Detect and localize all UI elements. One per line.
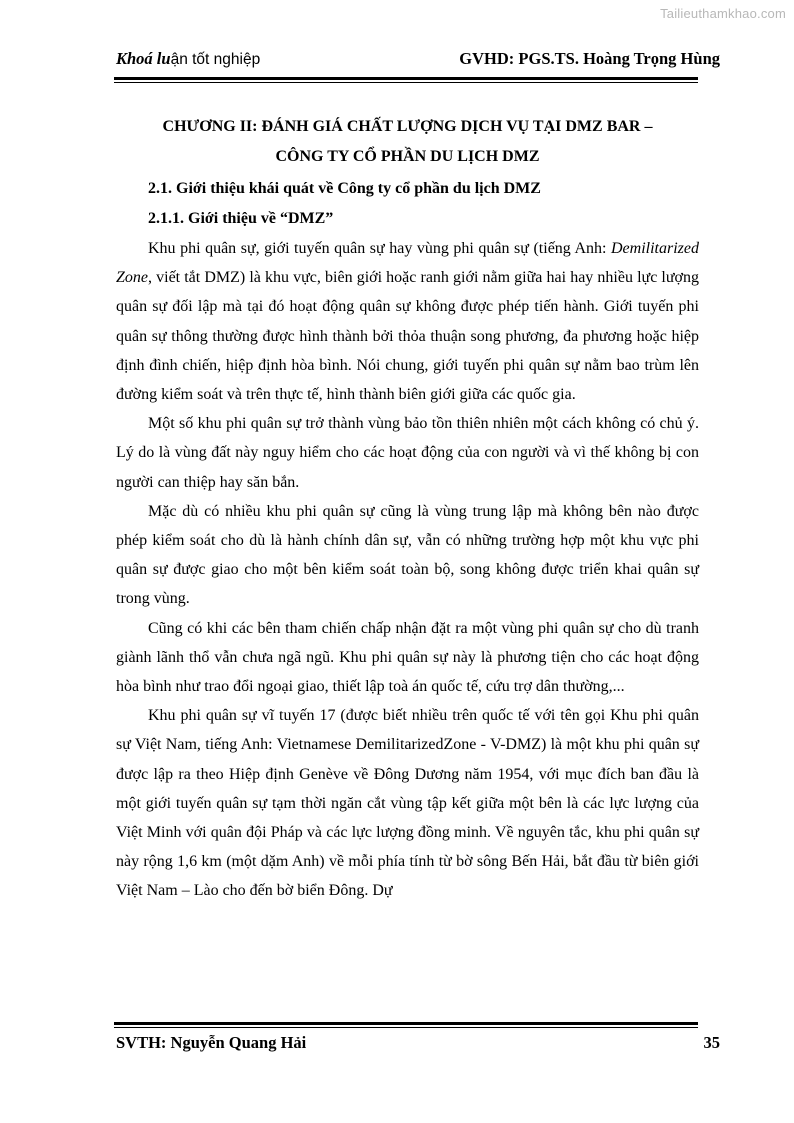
paragraph-1 [116,234,699,409]
section-heading-2-1-1: 2.1.1. Giới thiệu về “DMZ” [148,210,334,227]
chapter-title-line-2: CÔNG TY CỔ PHẦN DU LỊCH DMZ [275,148,540,165]
section-heading-2-1: 2.1. Giới thiệu khái quát về Công ty cổ phần du lịch DMZ [148,180,541,197]
header-rule-thick [114,77,698,80]
header-left-rest: ận tốt nghiệp [170,51,261,68]
paragraph-2: Một số khu phi quân sự trở thành vùng bảo tồn thiên nhiên một cách không có chủ ý. Lý do là vùng đất này nguy hiểm cho các hoạt động của con người và vì thế không bị con người can thiệp hay săn bắn. [116,415,699,491]
paragraph-5: Khu phi quân sự vĩ tuyến 17 (được biết nhiều trên quốc tế với tên gọi Khu phi quân sự Việt Nam, tiếng Anh: Vietnamese DemilitarizedZone - V-DMZ) là một khu phi quân sự được lập ra theo Hiệp định Genève về Đông Dương năm 1954, với mục đích ban đầu là một giới tuyến quân sự tạm thời ngăn cắt vùng tập kết giữa một bên là các lực lượng của Việt Minh với quân đội Pháp và các lực lượng đồng minh. Về nguyên tắc, khu phi quân sự này rộng 1,6 km (một dặm Anh) về mỗi phía tính từ bờ sông Bến Hải, bắt đầu từ biên giới Việt Nam – Lào cho đến bờ biển Đông. Dự [116,707,699,900]
paragraph-4: Cũng có khi các bên tham chiến chấp nhận đặt ra một vùng phi quân sự cho dù tranh giành lãnh thổ vẫn chưa ngã ngũ. Khu phi quân sự này là phương tiện cho các hoạt động hòa bình như trao đổi ngoại giao, thiết lập toà án quốc tế, cứu trợ dân thường,... [116,619,699,696]
paragraph-1-rest: , viết tắt DMZ) là khu vực, biên giới hoặc ranh giới nằm giữa hai hay nhiều lực lượng quân sự đối lập mà tại đó hoạt động quân sự không được phép tiến hành. Giới tuyến phi quân sự thông thường được hình thành bởi thỏa thuận song phương, đa phương hoặc hiệp định đình chiến, hiệp định hòa bình. Nói chung, giới tuyến phi quân sự nằm bao trùm lên đường kiểm soát và trên thực tế, hình thành biên giới giữa các quốc gia. [116,269,699,404]
header-left-bold: Khoá lu [116,49,171,68]
paragraph-1-start: Khu phi quân sự, giới tuyến quân sự hay vùng phi quân sự (tiếng Anh: [148,240,611,257]
chapter-title-line-1: CHƯƠNG II: ĐÁNH GIÁ CHẤT LƯỢNG DỊCH VỤ TẠI DMZ BAR – [162,118,653,135]
page-body [116,112,699,906]
header-rule-thin [114,82,698,83]
header-supervisor: GVHD: PGS.TS. Hoàng Trọng Hùng [459,49,720,68]
paragraph-3: Mặc dù có nhiều khu phi quân sự cũng là vùng trung lập mà không bên nào được phép kiểm soát cho dù là hành chính dân sự, vẫn có những trường hợp một khu vực phi quân sự được giao cho một bên kiểm soát toàn bộ, song không được triển khai quân sự trong vùng. [116,502,699,608]
header-left [116,49,260,69]
footer-rule-thin [114,1027,698,1028]
footer-student: SVTH: Nguyễn Quang Hải [116,1033,307,1052]
watermark: Tailieuthamkhao.com [660,6,786,21]
footer-rule-thick [114,1022,698,1025]
page-number: 35 [703,1033,720,1052]
page-footer [116,1033,720,1055]
paragraph-1-italic-term: Demilitarized Zone [116,240,699,287]
chapter-title [116,112,699,172]
page-header [116,49,720,71]
